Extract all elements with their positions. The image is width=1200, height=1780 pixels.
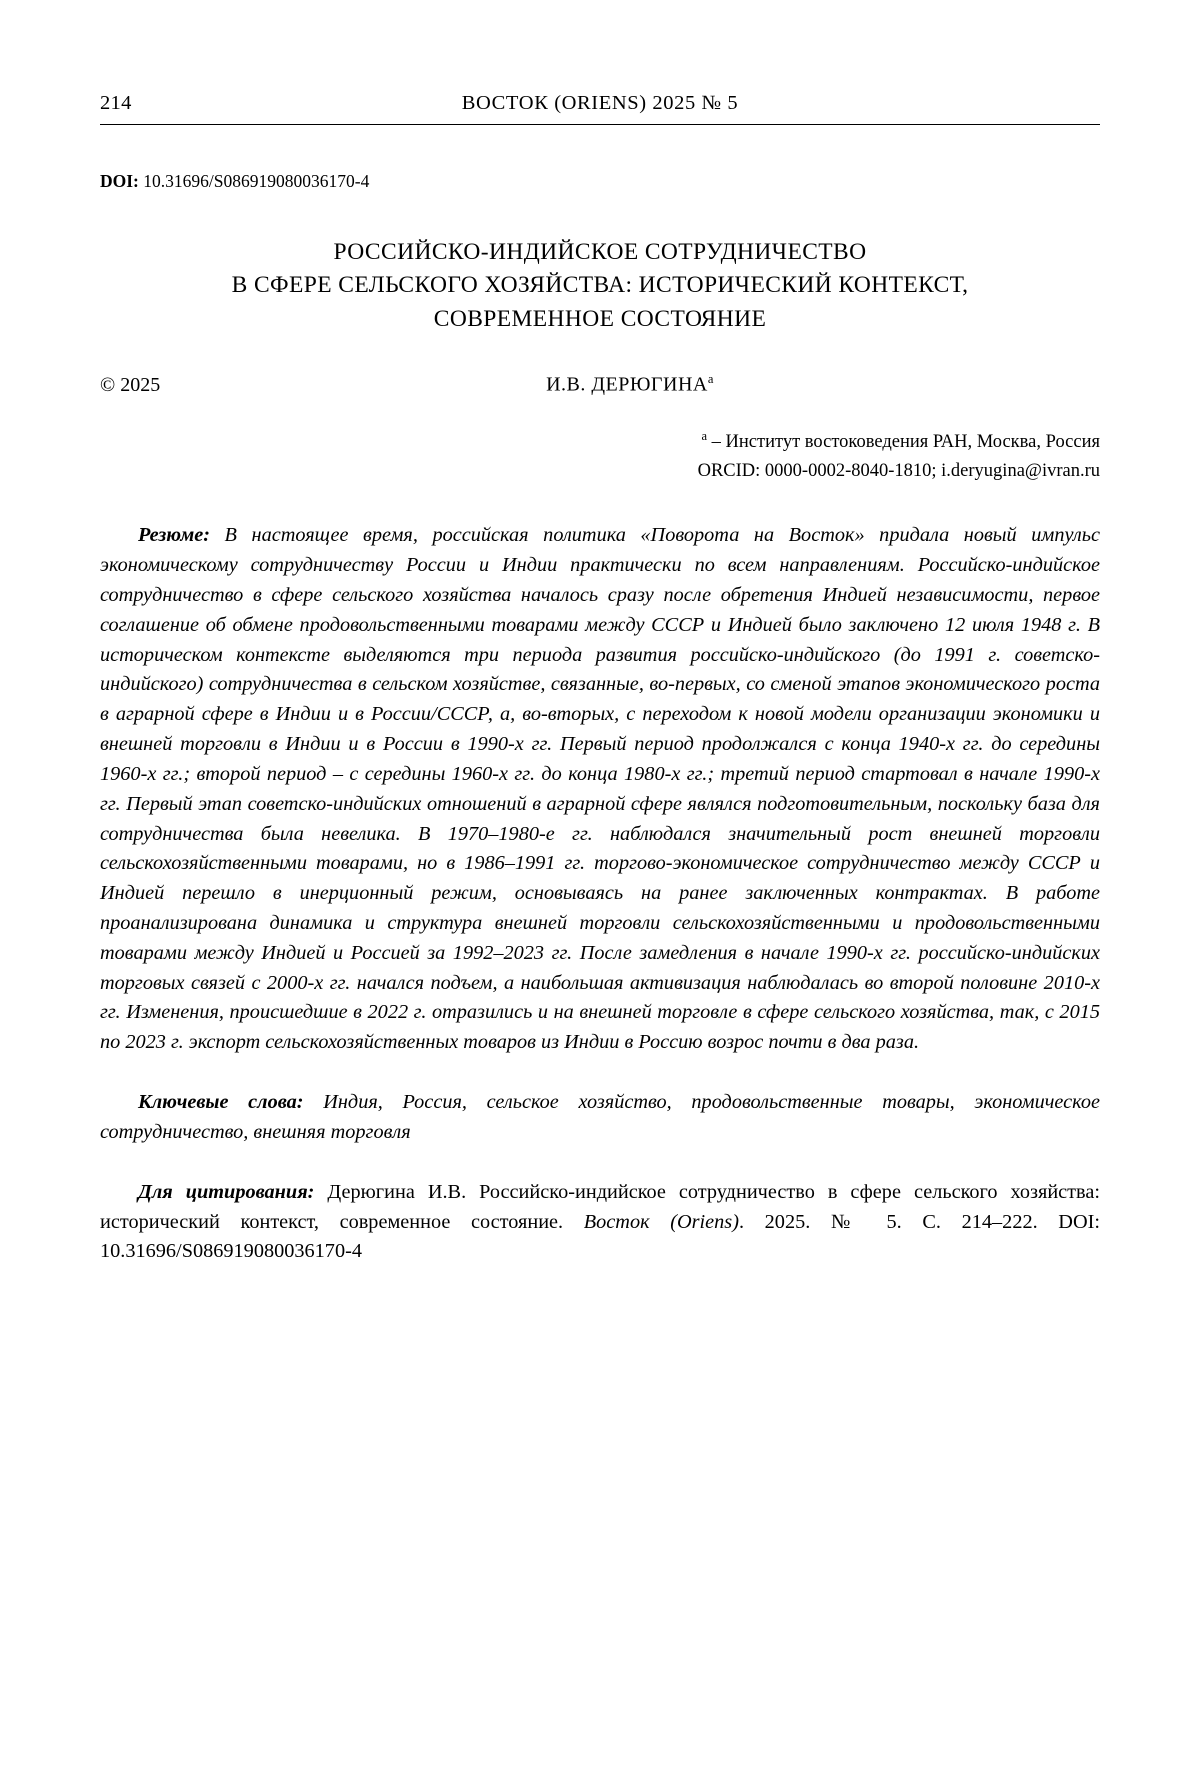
title-line-2: В СФЕРЕ СЕЛЬСКОГО ХОЗЯЙСТВА: ИСТОРИЧЕСКИЙ КОНТЕКСТ, xyxy=(231,272,969,299)
doi-value: 10.31696/S086919080036170-4 xyxy=(138,171,370,191)
keywords-text: Индия, Россия, сельское хозяйство, продовольственные товары, экономическое сотрудничество, внешняя торговля xyxy=(100,1091,1101,1143)
running-head xyxy=(100,92,1100,125)
page-title xyxy=(100,236,1100,336)
citation-text-after: . 2025. № 5. С. 214–222. DOI: 10.31696/S086919080036170-4 xyxy=(100,1210,1100,1263)
copyright-notice: © 2025 xyxy=(100,373,161,396)
keywords-label: Ключевые слова: xyxy=(138,1091,304,1114)
page-content xyxy=(100,92,1100,1267)
byline xyxy=(100,372,1100,397)
doi-line xyxy=(100,171,1100,192)
abstract-text: В настоящее время, российская политика «Поворота на Восток» придала новый импульс экономическому сотрудничеству России и Индии практически по всем направлениям. Российско-индийское сотрудничество в сфере сельского хозяйства началось сразу после обретения Индией независимости, первое соглашение об обмене продовольственными товарами между СССР и Индией было заключено 12 июля 1948 г. В историческом контексте выделяются три периода развития российско-индийского (до 1991 г. советско-индийского) сотрудничества в сельском хозяйстве, связанные, во-первых, со сменой этапов экономического роста в аграрной сфере в Индии и в России/СССР, а, во-вторых, с переходом к новой модели организации экономики и внешней торговли в Индии и в России в 1990-х гг. Первый период продолжался с конца 1940-х гг. до середины 1960-х гг.; второй период – с середины 1960-х гг. до конца 1980-х гг.; третий период стартовал в начале 1990-х гг. Первый этап советско-индийских отношений в аграрной сфере являлся подготовительным, поскольку база для сотрудничества была невелика. В 1970–1980-е гг. наблюдался значительный рост внешней торговли сельскохозяйственными товарами, но в 1986–1991 гг. торгово-экономическое сотрудничество между СССР и Индией перешло в инерционный режим, основываясь на ранее заключенных контрактах. В работе проанализирована динамика и структура внешней торговли сельскохозяйственными и продовольственными товарами между Индией и Россией за 1992–2023 гг. После замедления в начале 1990-х гг. российско-индийских торговых связей с 2000-х гг. начался подъем, а наибольшая активизация наблюдалась во второй половине 2010-х гг. Изменения, происшедшие в 2022 г. отразились и на внешней торговле в сфере сельского хозяйства, так, с 2015 по 2023 г. экспорт сельскохозяйственных товаров из Индии в Россию возрос почти в два раза. xyxy=(100,524,1100,1054)
page-number: 214 xyxy=(100,92,132,114)
affiliation-marker: a xyxy=(701,428,708,443)
author-name xyxy=(340,372,1100,397)
keywords xyxy=(100,1088,1100,1148)
title-line-1: РОССИЙСКО-ИНДИЙСКОЕ СОТРУДНИЧЕСТВО xyxy=(333,239,867,265)
abstract-label: Резюме: xyxy=(138,524,210,547)
citation xyxy=(100,1178,1100,1267)
journal-title: ВОСТОК (ORIENS) 2025 № 5 xyxy=(461,92,739,114)
affiliation-line xyxy=(100,427,1100,457)
abstract xyxy=(100,521,1100,1058)
author-affiliation-marker: a xyxy=(707,372,714,387)
doi-label: DOI: xyxy=(100,171,139,191)
orcid-email-line: ORCID: 0000-0002-8040-1810; i.deryugina@ivran.ru xyxy=(697,460,1100,481)
citation-journal: Восток (Oriens) xyxy=(583,1210,739,1233)
citation-text-before: Дерюгина И.В. Российско-индийское сотрудничество в сфере сельского хозяйства: исторический контекст, современное состояние. xyxy=(100,1180,1100,1233)
title-line-3: СОВРЕМЕННОЕ СОСТОЯНИЕ xyxy=(433,305,767,332)
author-name-text: И.В. ДЕРЮГИНА xyxy=(546,373,708,396)
citation-label: Для цитирования: xyxy=(138,1180,315,1203)
affiliation-block xyxy=(100,427,1100,486)
affiliation-text: – Институт востоковедения РАН, Москва, Россия xyxy=(707,431,1100,452)
